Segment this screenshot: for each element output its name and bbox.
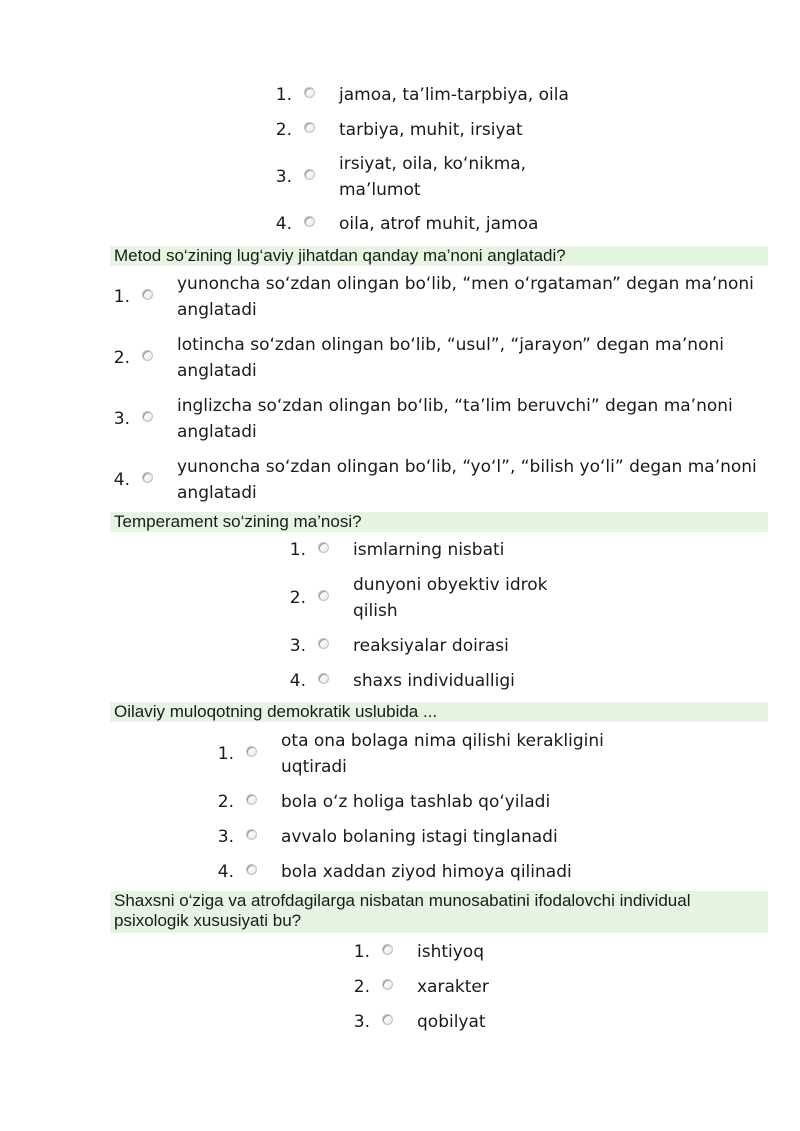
option-text: ota ona bolaga nima qilishi kerakligini uqtiradi [281,731,604,777]
option-text: avvalo bolaning istagi tinglanadi [281,827,558,847]
option-number: 2. [275,120,292,140]
option-text: bola o‘z holiga tashlab qo‘yiladi [281,792,551,812]
radio-button-icon[interactable] [304,216,315,227]
radio-button-icon[interactable] [318,638,329,649]
option-row[interactable] [100,332,777,384]
option-text: lotincha so‘zdan olingan bo‘lib, “usul”, “jarayon” degan ma’noni anglatadi [177,335,724,381]
radio-button-icon[interactable] [246,794,257,805]
option-number: 3. [275,167,292,187]
option-row[interactable] [276,537,568,563]
option-row[interactable] [100,271,777,323]
options-group-1 [262,82,569,237]
option-number: 1. [217,744,234,764]
options-group-4 [204,728,641,885]
option-text: tarbiya, muhit, irsiyat [339,120,523,140]
option-number: 3. [217,827,234,847]
option-text: dunyoni obyektiv idrok qilish [353,575,548,621]
option-number: 2. [217,792,234,812]
option-row[interactable] [276,633,568,659]
option-number: 2. [289,588,306,608]
radio-button-icon[interactable] [382,944,393,955]
option-number: 3. [113,409,130,429]
option-row[interactable] [276,668,568,694]
options-group-2 [100,271,777,506]
option-number: 1. [275,85,292,105]
option-number: 4. [275,214,292,234]
option-text: yunoncha so‘zdan olingan bo‘lib, “yo‘l”, “bilish yo‘li” degan ma’noni anglatadi [177,457,757,503]
radio-button-icon[interactable] [142,350,153,361]
option-row[interactable] [262,151,569,203]
option-row[interactable] [340,939,567,965]
option-number: 1. [289,540,306,560]
option-text: bola xaddan ziyod himoya qilinadi [281,862,572,882]
option-row[interactable] [262,82,569,108]
radio-button-icon[interactable] [142,289,153,300]
option-row[interactable] [204,824,641,850]
option-row[interactable] [340,1009,567,1035]
radio-button-icon[interactable] [142,411,153,422]
option-number: 2. [113,348,130,368]
option-number: 4. [217,862,234,882]
option-row[interactable] [100,454,777,506]
radio-button-icon[interactable] [382,979,393,990]
option-row[interactable] [276,572,568,624]
option-text: reaksiyalar doirasi [353,636,509,656]
options-group-5 [340,939,567,1035]
question-4: Shaxsni o‘ziga va atrofdagilarga nisbatan munosabatini ifodalovchi individual psixologik xususiyati bu? [110,891,768,933]
option-row[interactable] [262,117,569,143]
radio-button-icon[interactable] [304,87,315,98]
question-1: Metod so‘zining lug‘aviy jihatdan qanday ma’noni anglatadi? [110,246,768,266]
radio-button-icon[interactable] [142,472,153,483]
option-number: 4. [289,671,306,691]
question-2: Temperament so‘zining ma’nosi? [110,512,768,532]
option-text: xarakter [417,977,489,997]
option-number: 1. [353,942,370,962]
option-number: 3. [289,636,306,656]
question-3: Oilaviy muloqotning demokratik uslubida ... [110,702,768,722]
option-text: ishtiyoq [417,942,484,962]
option-text: inglizcha so‘zdan olingan bo‘lib, “ta’lim beruvchi” degan ma’noni anglatadi [177,396,733,442]
options-group-3 [276,537,568,694]
option-text: jamoa, ta’lim-tarpbiya, oila [339,85,569,105]
option-text: ismlarning nisbati [353,540,505,560]
option-row[interactable] [262,211,569,237]
radio-button-icon[interactable] [304,169,315,180]
option-number: 2. [353,977,370,997]
radio-button-icon[interactable] [246,829,257,840]
option-text: oila, atrof muhit, jamoa [339,214,539,234]
radio-button-icon[interactable] [246,864,257,875]
option-number: 4. [113,470,130,490]
option-row[interactable] [204,728,641,780]
radio-button-icon[interactable] [246,746,257,757]
option-row[interactable] [100,393,777,445]
option-number: 1. [113,287,130,307]
radio-button-icon[interactable] [304,122,315,133]
option-text: qobilyat [417,1012,486,1032]
option-row[interactable] [204,859,641,885]
radio-button-icon[interactable] [382,1014,393,1025]
radio-button-icon[interactable] [318,673,329,684]
option-number: 3. [353,1012,370,1032]
option-row[interactable] [340,974,567,1000]
radio-button-icon[interactable] [318,590,329,601]
radio-button-icon[interactable] [318,542,329,553]
option-text: yunoncha so‘zdan olingan bo‘lib, “men o‘rgataman” degan ma’noni anglatadi [177,274,754,320]
option-text: irsiyat, oila, ko‘nikma, ma’lumot [339,154,527,200]
option-text: shaxs individualligi [353,671,515,691]
option-row[interactable] [204,789,641,815]
